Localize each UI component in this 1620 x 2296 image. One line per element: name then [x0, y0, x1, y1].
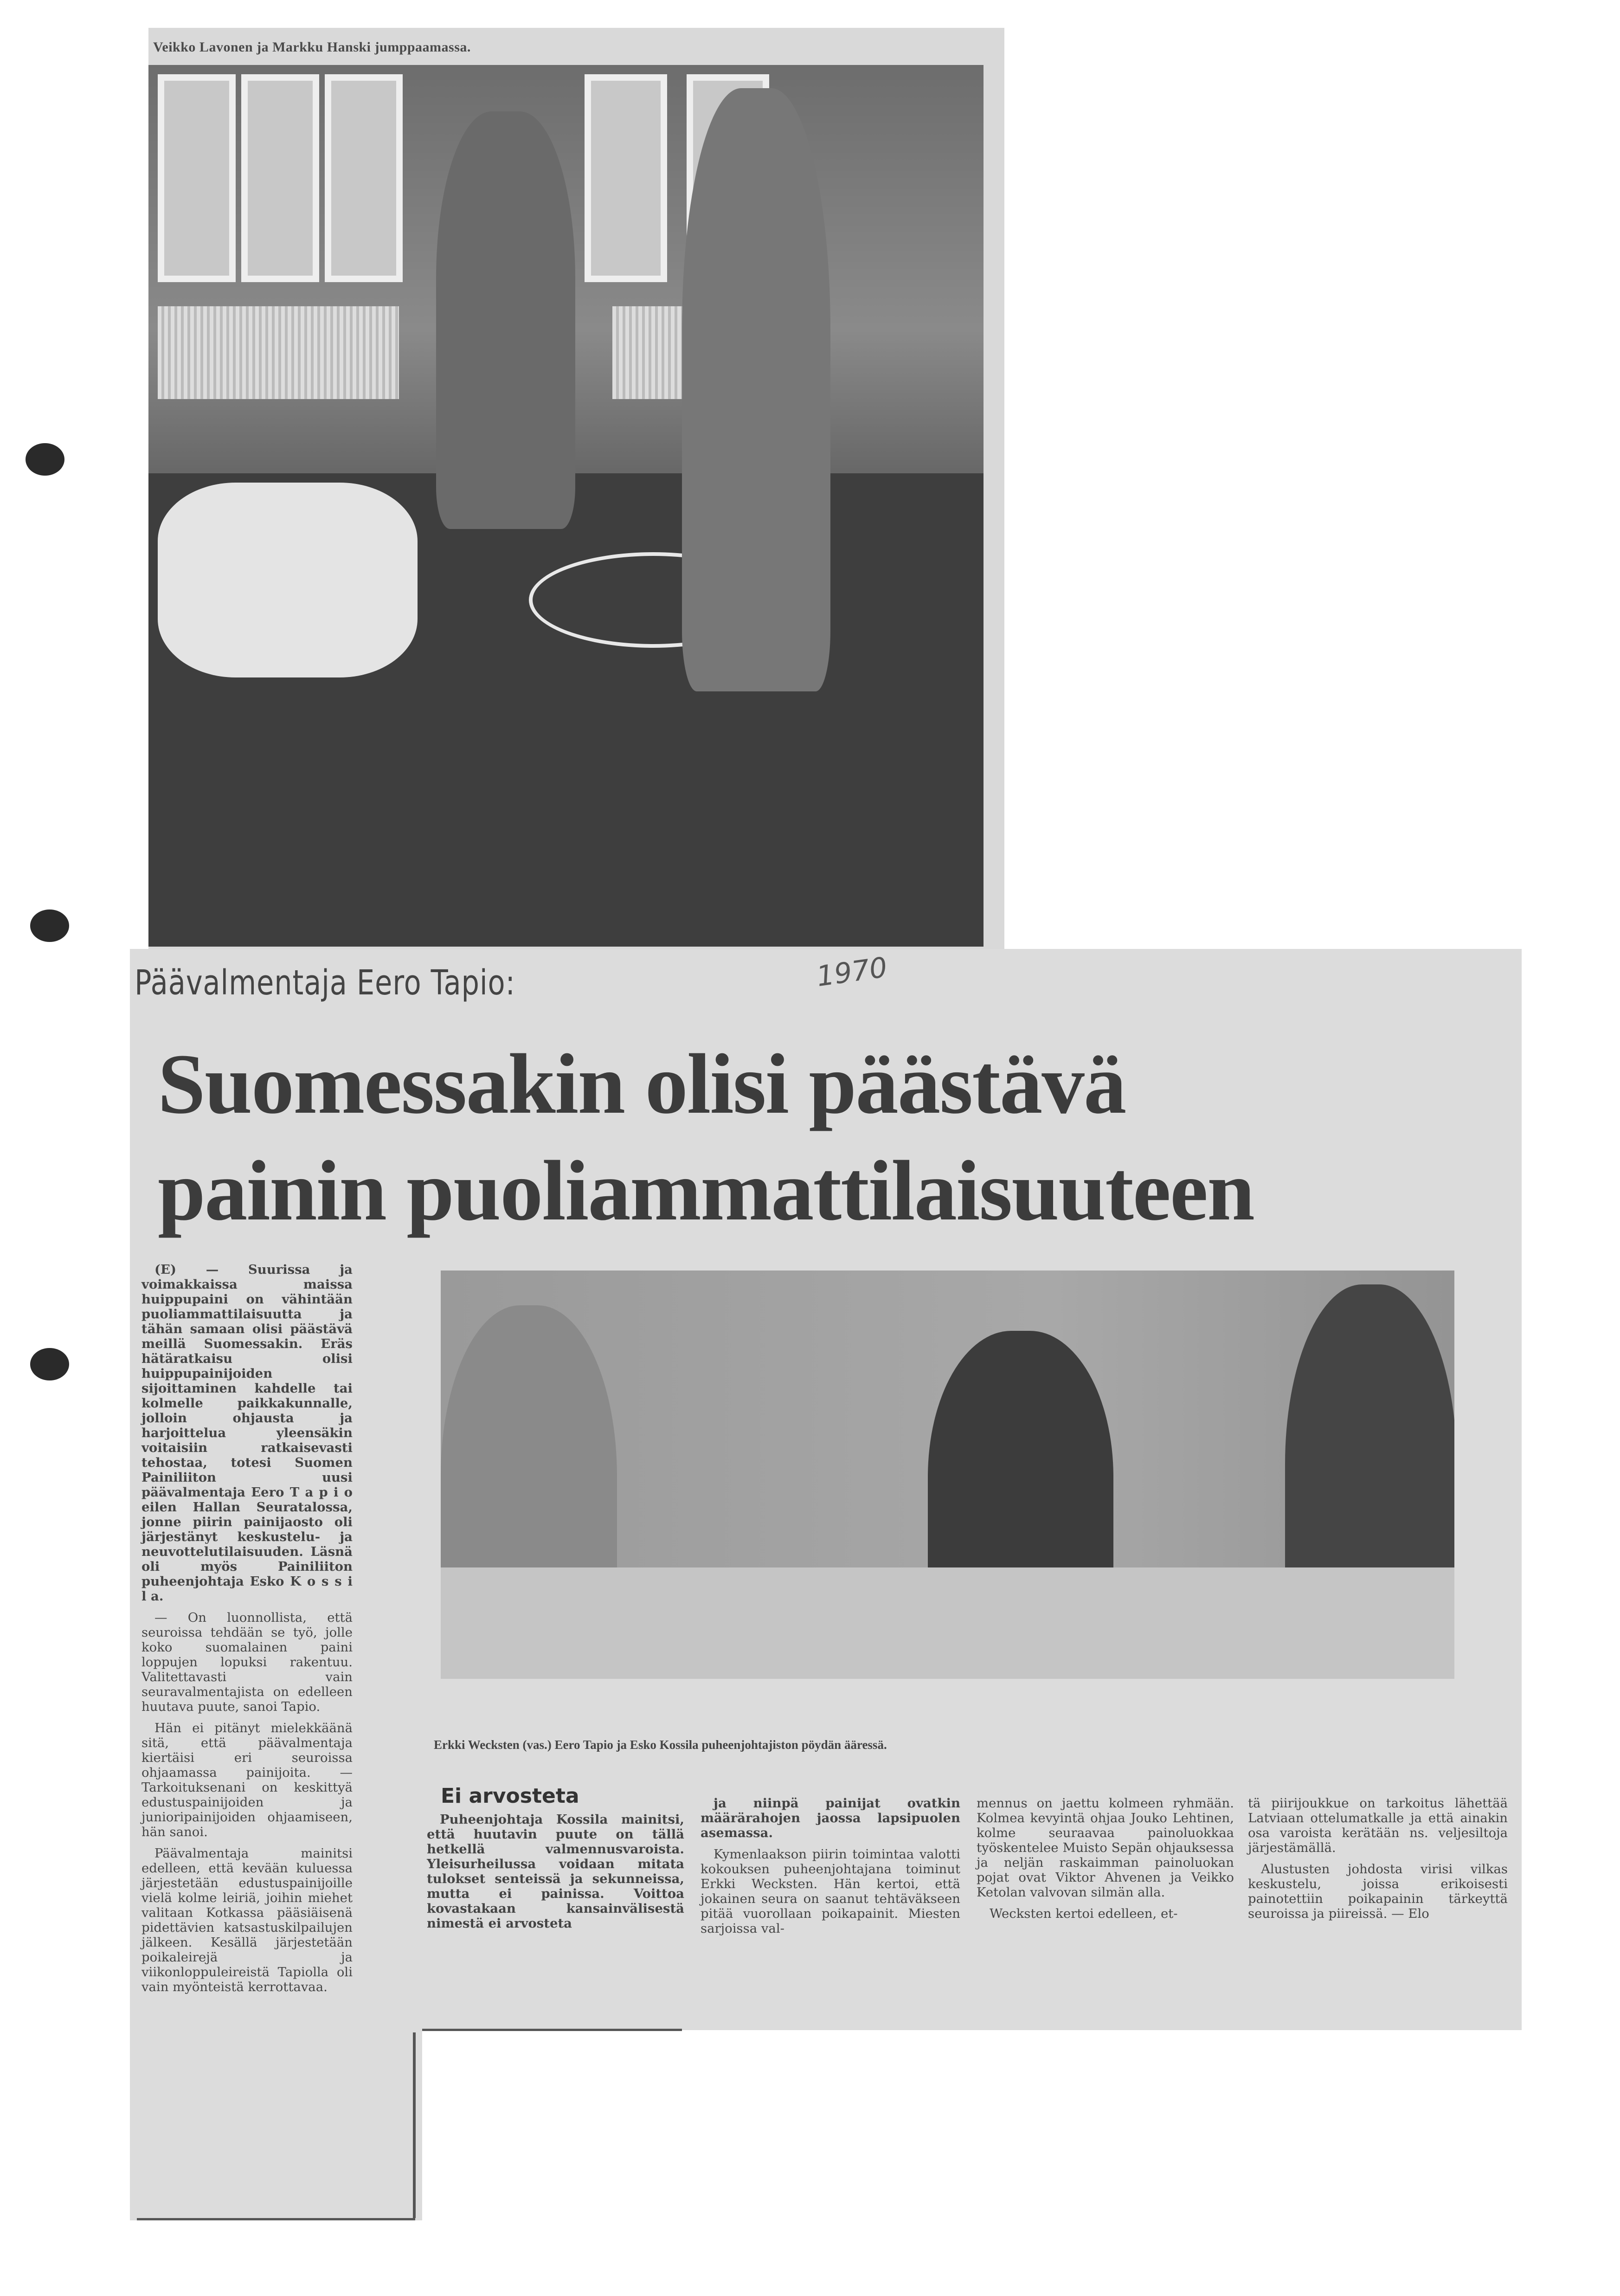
photo-caption: Erkki Wecksten (vas.) Eero Tapio ja Esko Kossila puheenjohtajiston pöydän ääressä.	[434, 1738, 887, 1752]
column-rule	[413, 2032, 416, 2218]
standing-coach	[682, 88, 830, 691]
article-column-4	[977, 1796, 1234, 1928]
article-paragraph: Wecksten kertoi edelleen, et-	[990, 1906, 1178, 1921]
window	[325, 74, 403, 282]
article-clipping-tail	[130, 2028, 422, 2220]
punch-hole	[26, 443, 64, 476]
article-paragraph: mennus on jaettu kolmeen ryhmään. Kolmea kevyintä ohjaa Jouko Lehtinen, kolme seuraavaa painoluokkaa työskentelee Muisto Sepän ohjauksessa ja neljän raskaimman painoluokan pojat ovat Viktor Ahvenen ja Veikko Ketolan valvovan silmän alla.	[977, 1796, 1234, 1900]
radiator	[158, 306, 399, 399]
article-column-2	[427, 1784, 684, 1937]
article-paragraph: Päävalmentaja mainitsi edelleen, että kevään kuluessa järjestetään edustuspainijoille vielä kolme leiriä, joihin miehet valitaan Kotkassa pääsiäisenä pidettävien katsastuskilpailujen jälkeen. Kesällä järjestetään poikaleirejä ja viikonloppuleireistä Tapiolla oli vain myönteistä kerrottavaa.	[141, 1846, 353, 1994]
bottom-rule	[422, 2029, 682, 2031]
subheading: Ei arvosteta	[441, 1784, 579, 1808]
bottom-rule	[137, 2218, 415, 2220]
article-paragraph: tä piirijoukkue on tarkoitus lähettää Latviaan ottelumatkalle ja että ainakin osa varoista kerätään ns. veljesiltoja järjestämällä.	[1248, 1796, 1508, 1855]
punch-hole	[30, 1348, 69, 1380]
headline-line-1: Suomessakin olisi päästävä	[158, 1037, 1126, 1132]
handwritten-year: 1970	[814, 951, 889, 993]
article-column-1	[141, 1262, 353, 2001]
table	[441, 1567, 1454, 1679]
article-paragraph: (E) — Suurissa ja voimakkaissa maissa huippupaini on vähintään puoliammattilaisuutta ja tähän samaan olisi päästävä meillä Suomessakin. Eräs hätäratkaisu olisi huippupainijoiden sijoittaminen kahdelle tai kolmelle paikkakunnalle, jolloin ohjausta ja harjoittelua yleensäkin voitaisiin ratkaisevasti tehostaa, totesi Suomen Painiliiton uusi päävalmentaja Eero T a p i o eilen Hallan Seuratalossa, jonne piirin painijaosto oli järjestänyt keskustelu- ja neuvottelutilaisuuden. Läsnä oli myös Painiliiton puheenjohtaja Esko K o s s i l a.	[141, 1262, 353, 1604]
article-paragraph: ja niinpä painijat ovatkin määrärahojen jaossa lapsipuolen asemassa.	[701, 1796, 960, 1840]
article-column-3	[701, 1796, 960, 1942]
article-column-5	[1248, 1796, 1508, 1928]
bridging-wrestler	[158, 483, 418, 677]
photo-caption-top: Veikko Lavonen ja Markku Hanski jumppaamassa.	[153, 39, 471, 55]
punch-hole	[30, 909, 69, 942]
headline-line-2: painin puoliammattilaisuuteen	[158, 1143, 1254, 1238]
meeting-photo	[441, 1271, 1454, 1679]
window	[241, 74, 319, 282]
article-paragraph: — On luonnollista, että seuroissa tehdään se työ, jolle koko suomalainen paini loppujen lopuksi rakentuu. Valitettavasti vain seuravalmentajista on edelleen huutava puute, sanoi Tapio.	[141, 1610, 353, 1714]
article-paragraph: Kymenlaakson piirin toimintaa valotti kokouksen puheenjohtajana toiminut Erkki Wecksten. Hän kertoi, että jokainen seura on saanut tehtäväkseen pitää vuorollaan poikapainit. Miesten sarjoissa val-	[701, 1847, 960, 1936]
article-paragraph: Hän ei pitänyt mielekkäänä sitä, että päävalmentaja kiertäisi eri seuroissa ohjaamassa painijoita. — Tarkoituksenani on keskittyä edustuspainijoiden ja junioripainijoiden ohjaamiseen, hän sanoi.	[141, 1721, 353, 1839]
article-paragraph: Alustusten johdosta virisi vilkas keskustelu, joissa erikoisesti painotettiin poikapainin tärkeyttä seuroissa ja piireissä. — Elo	[1248, 1862, 1508, 1921]
standing-wrestler	[436, 111, 575, 529]
wrestlers-training-photo	[148, 65, 984, 947]
window	[158, 74, 236, 282]
window	[585, 74, 667, 282]
article-paragraph: Puheenjohtaja Kossila mainitsi, että huutavin puute on tällä hetkellä valmennusvaroista. Yleisurheilussa voidaan mitata tulokset senteissä ja sekunneissa, mutta ei painissa. Voittoa kovastakaan kansainvälisestä nimestä ei arvosteta	[427, 1812, 684, 1931]
article-kicker: Päävalmentaja Eero Tapio:	[135, 963, 515, 1003]
